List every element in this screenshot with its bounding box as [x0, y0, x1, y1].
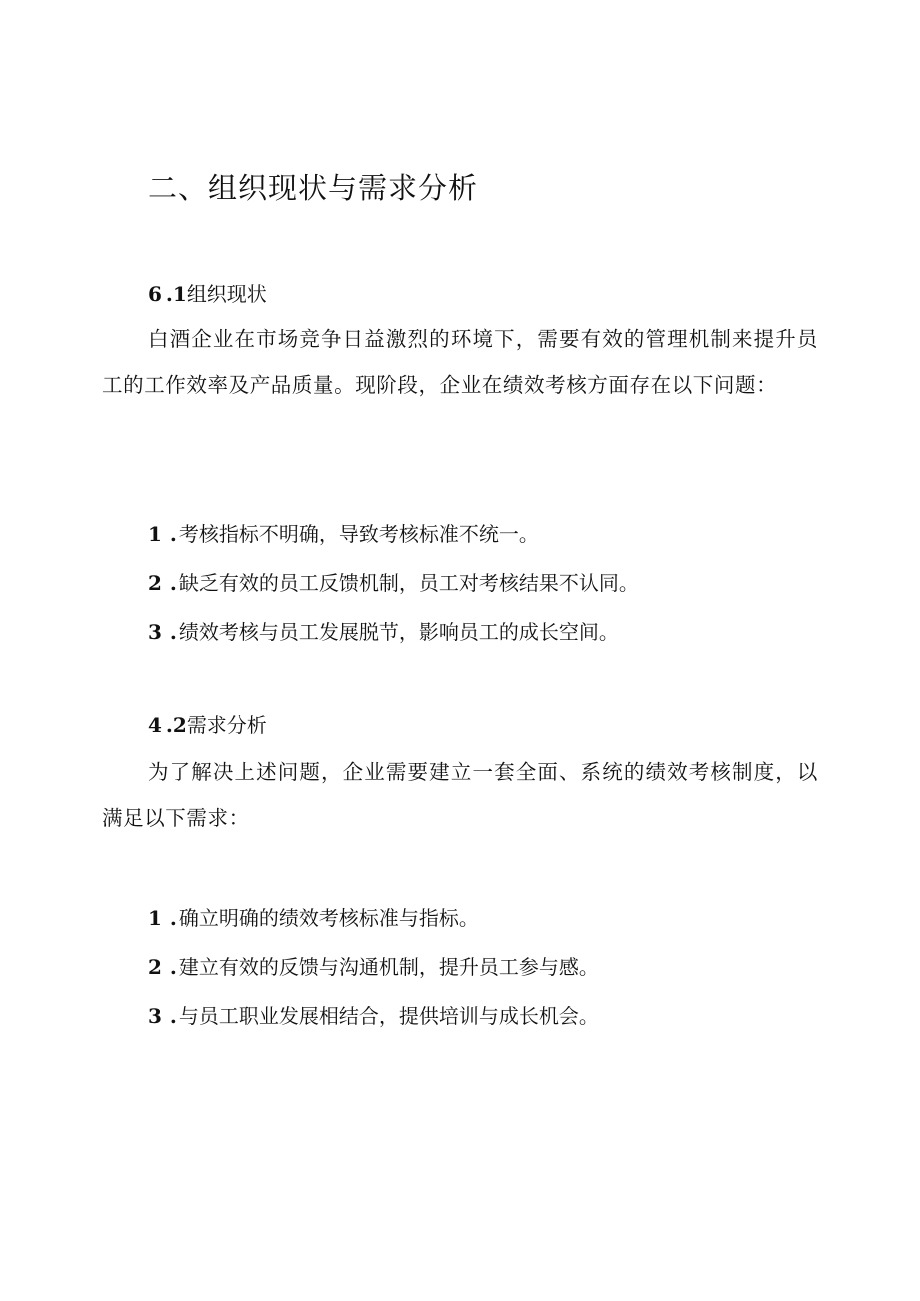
list-item: [148, 567, 639, 596]
subsection-title-needs-analysis: [148, 709, 267, 738]
subsection-title-text: 组织现状: [186, 282, 267, 306]
list-item-number: 3: [148, 1004, 162, 1028]
subsection-title-organization-status: [148, 278, 267, 307]
list-item-number: 1: [148, 906, 162, 930]
list-item-text: 缺乏有效的员工反馈机制，员工对考核结果不认同。: [178, 571, 639, 595]
paragraph-needs-analysis: 为了解决上述问题，企业需要建立一套全面、系统的绩效考核制度，以满足以下需求：: [102, 760, 818, 830]
subsection-sub-number: .1: [165, 282, 187, 306]
list-item-text: 建立有效的反馈与沟通机制，提升员工参与感。: [178, 955, 599, 979]
list-item: [148, 951, 599, 980]
list-item: [148, 616, 619, 645]
list-item: [148, 902, 479, 931]
subsection-sub-number: .2: [165, 713, 187, 737]
list-item-dot: .: [169, 906, 177, 930]
list-item-text: 与员工职业发展相结合，提供培训与成长机会。: [178, 1004, 599, 1028]
paragraph-organization-status: 白酒企业在市场竞争日益激烈的环境下，需要有效的管理机制来提升员工的工作效率及产品质量。现阶段，企业在绩效考核方面存在以下问题：: [102, 327, 818, 397]
list-item-text: 绩效考核与员工发展脱节，影响员工的成长空间。: [178, 620, 619, 644]
list-item-number: 2: [148, 571, 162, 595]
subsection-number: 4: [148, 713, 162, 737]
list-item-dot: .: [169, 522, 177, 546]
list-item-text: 确立明确的绩效考核标准与指标。: [178, 906, 479, 930]
list-item: [148, 518, 539, 547]
list-item-text: 考核指标不明确，导致考核标准不统一。: [178, 522, 539, 546]
subsection-number: 6: [148, 282, 162, 306]
section-heading: 二、组织现状与需求分析: [148, 171, 479, 205]
list-item-number: 1: [148, 522, 162, 546]
list-item: [148, 1000, 599, 1029]
list-item-dot: .: [169, 571, 177, 595]
list-item-number: 2: [148, 955, 162, 979]
list-item-dot: .: [169, 1004, 177, 1028]
list-item-dot: .: [169, 955, 177, 979]
subsection-title-text: 需求分析: [186, 713, 267, 737]
list-item-number: 3: [148, 620, 162, 644]
list-item-dot: .: [169, 620, 177, 644]
